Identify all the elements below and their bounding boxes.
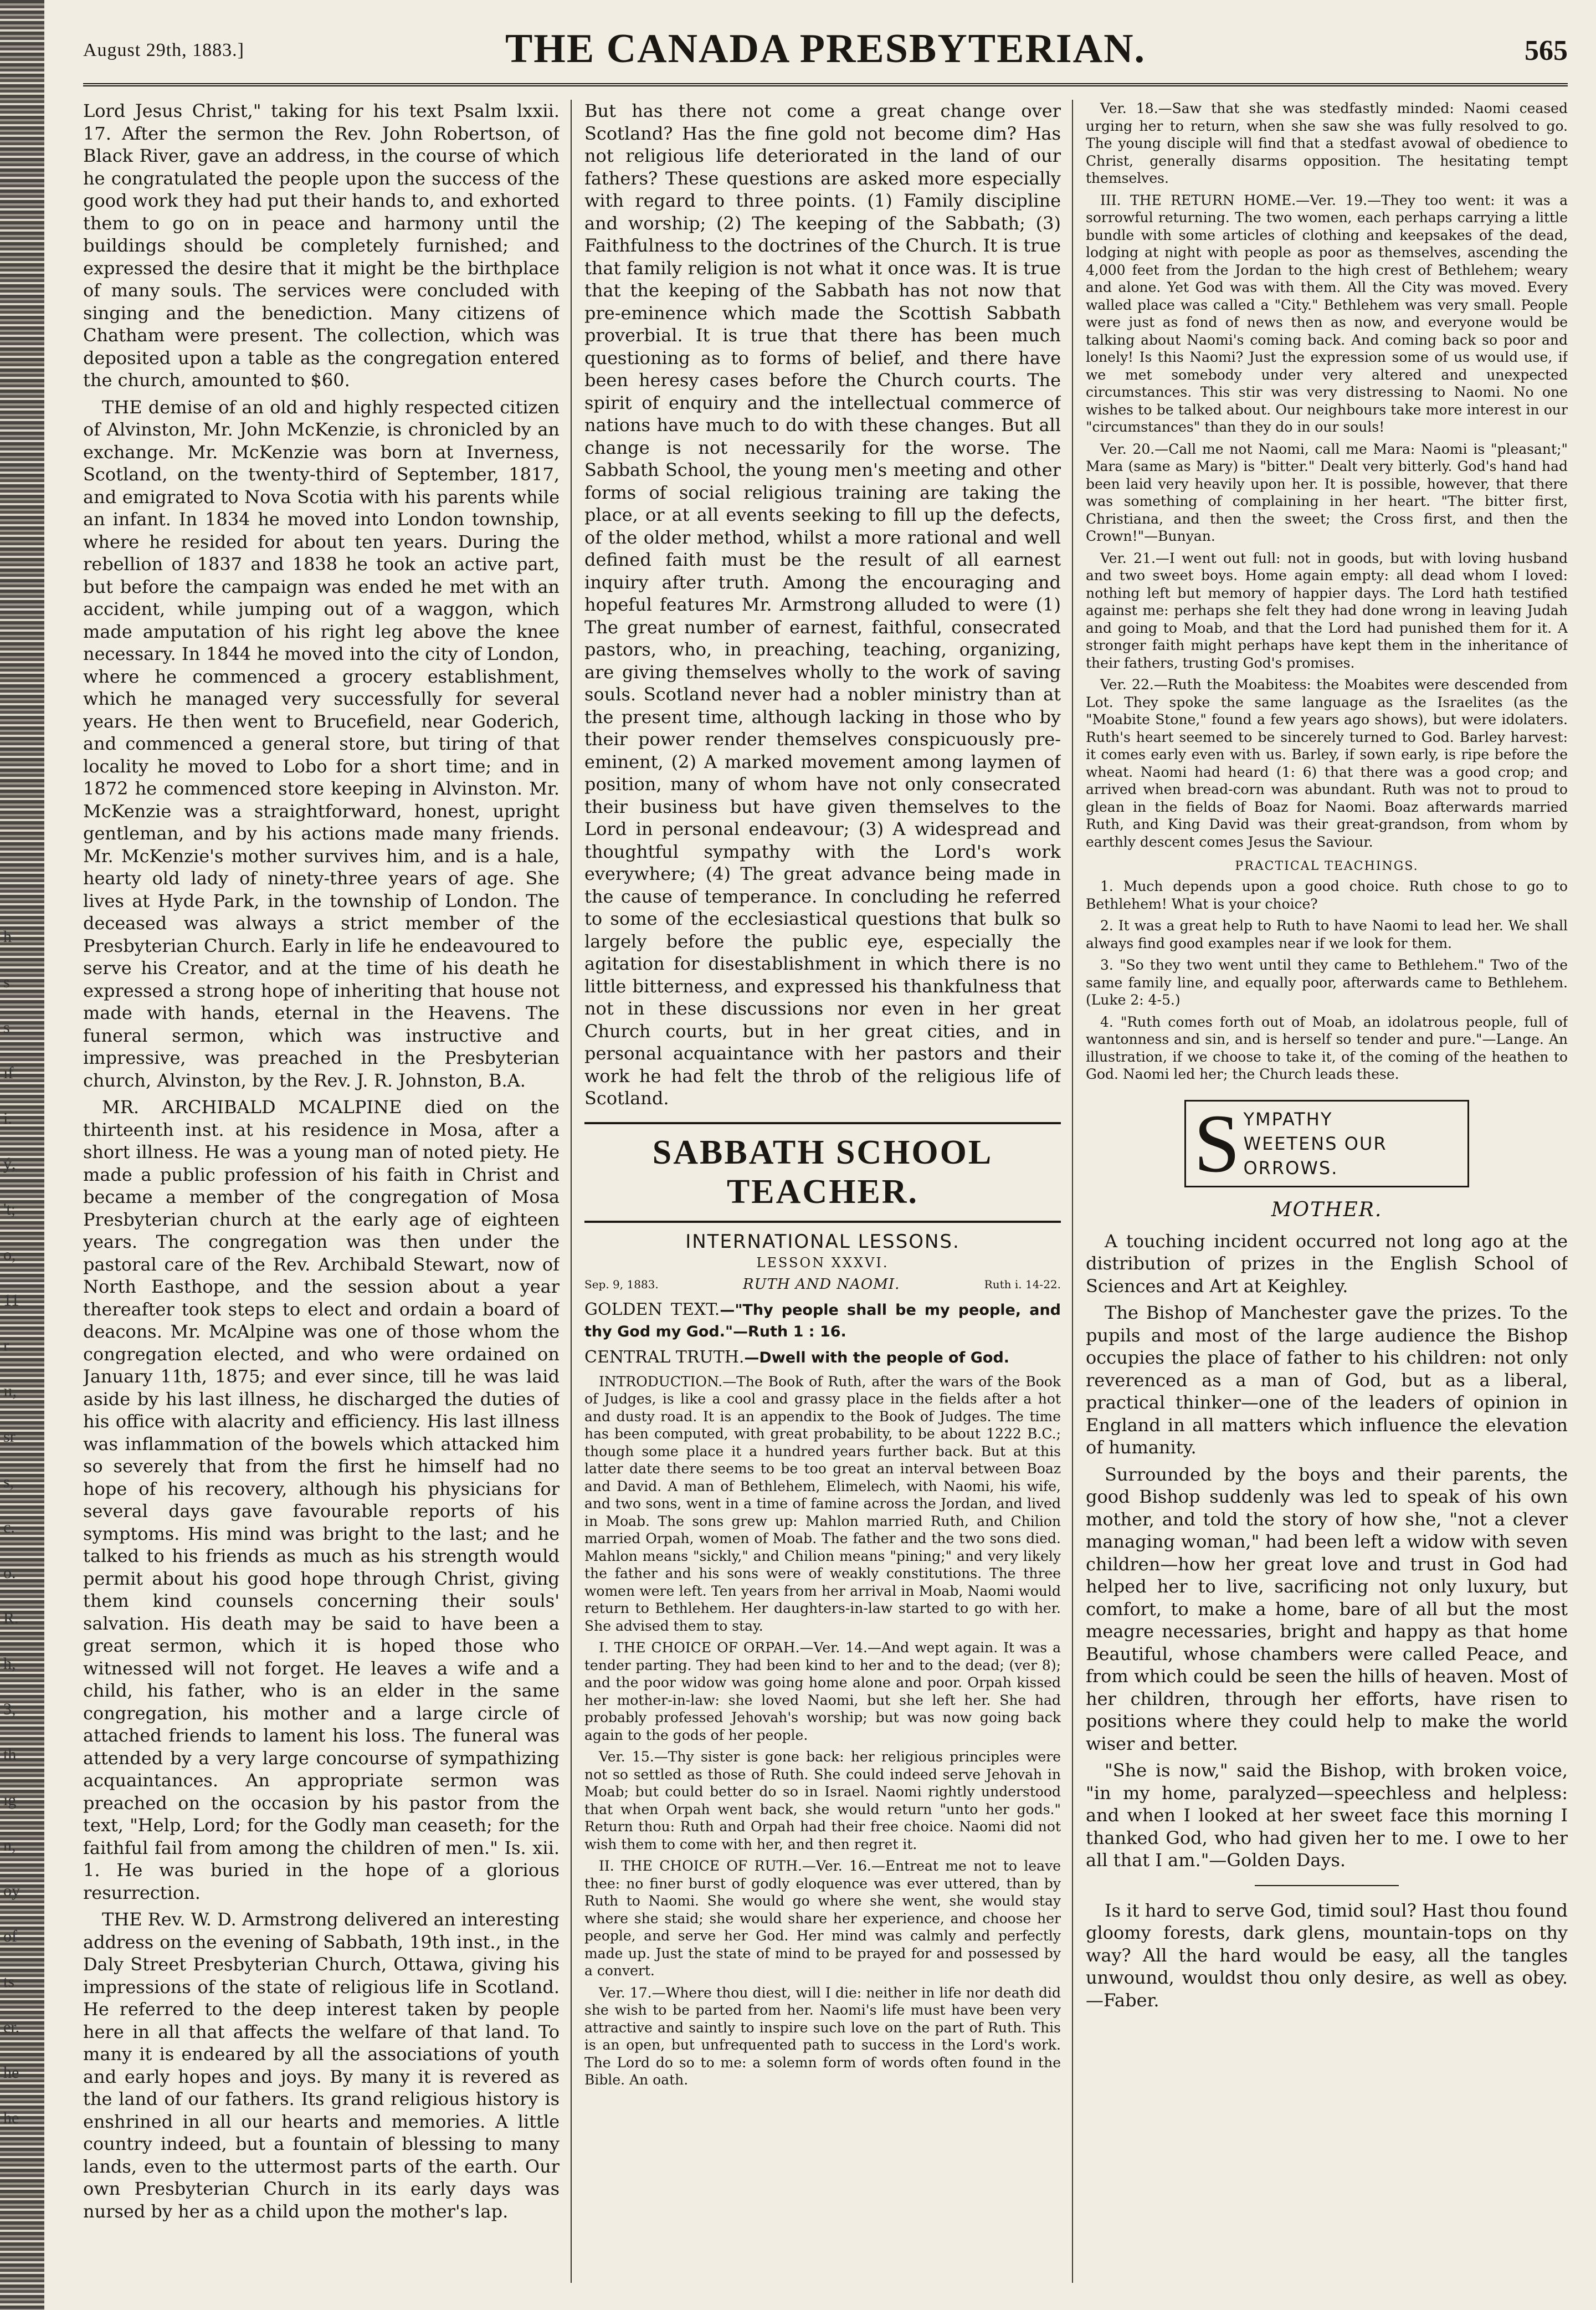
central-truth: [584, 1347, 1061, 1369]
central-truth-body: —Dwell with the people of God.: [744, 1349, 1010, 1366]
closing-paragraph: Is it hard to serve God, timid soul? Hast thou found gloomy forests, dark glens, mountain-tops on thy way? All the hard would be easy, all the tangles unwound, wouldst thou only desire, as well as obey.—Faber.: [1086, 1899, 1568, 2011]
margin-mark: oy: [3, 1882, 20, 1900]
sympathy-line: ORROWS.: [1243, 1157, 1338, 1179]
page-header: [83, 22, 1568, 86]
margin-mark: 11: [3, 1291, 19, 1309]
lesson-date: Sep. 9, 1883.: [584, 1277, 659, 1291]
margin-mark: n,: [3, 1836, 16, 1855]
article-paragraph: But has there not come a great change over Scotland? Has the fine gold not become dim? Has not religious life deteriorated in the land of our fathers? These questions are asked more especially with regard to three points. (1) Family discipline and worship; (2) The keeping of the Sabbath; (3) Faithfulness to the doctrines of the Church. It is true that family religion is not what it once was. It is true that the keeping of the Sabbath has not now that pre-eminence which made the Scottish Sabbath proverbial. It is true that there has been much questioning as to forms of belief, and there have been heresy cases before the Church courts. The spirit of enquiry and the intellectual commerce of nations have much to do with these changes. But all change is not necessarily for the worse. The Sabbath School, the young men's meeting and other forms of social religious training are taking the place, or at all events seeking to fill up the defects, of the older method, whilst a more rational and well defined faith must be the result of all earnest inquiry after truth. Among the encouraging and hopeful features Mr. Armstrong alluded to were (1) The great number of earnest, faithful, consecrated pastors, who, in preaching, teaching, organizing, are giving themselves wholly to the work of saving souls. Scotland never had a nobler ministry than at the present time, although lacking in those who by their power render themselves conspicuously pre-eminent, (2) A marked movement among laymen of position, many of whom have not only consecrated their business but have given themselves to the Lord in personal endeavour; (3) A widespread and thoughtful sympathy with the Lord's work everywhere; (4) The great advance being made in the cause of temperance. In concluding he referred to some of the ecclesiastical questions that bulk so largely before the public eye, especially the agitation for disestablishment in which there is no little bitterness, and expressed his thankfulness that not in these discussions nor even in her great Church courts, but in her great cities, and in personal acquaintance with her pastors and their work he had felt the throb of the religious life of Scotland.: [584, 100, 1061, 1109]
margin-mark: ıg: [3, 1791, 17, 1809]
column-rule: [1072, 100, 1073, 2283]
margin-mark: s: [3, 1018, 10, 1037]
sympathy-initial: S: [1194, 1097, 1240, 1190]
article-paragraph: "She is now," said the Bishop, with broken voice, "in my home, paralyzed—speechless and helpless: and when I looked at her sweet face this morning I thanked God, who had given her to me. I owe to her all that I am."—Golden Days.: [1086, 1760, 1568, 1871]
page-number: 565: [1525, 35, 1568, 66]
margin-mark: he: [3, 2063, 19, 2082]
margin-mark: er.: [3, 2018, 20, 2036]
margin-mark: R.: [3, 1609, 19, 1627]
margin-mark: o,: [3, 1246, 16, 1264]
margin-mark: 't;: [3, 1200, 16, 1218]
mother-heading: MOTHER.: [1271, 1198, 1383, 1221]
lessons-heading: INTERNATIONAL LESSONS.: [685, 1230, 960, 1253]
lesson-paragraph: Ver. 20.—Call me not Naomi, call me Mara: Naomi is "pleasant;" Mara (same as Mary) is "bitter." Dealt very bitterly. God's hand had been laid very heavily upon her. It is possible, however, that there was something of complaining in her heart. "The bitter first, Christiana, and then the sweet; the Cross first, and then the Crown!"—Bunyan.: [1086, 441, 1568, 544]
margin-mark: ıf: [3, 1064, 14, 1082]
central-truth-label: CENTRAL TRUTH.: [584, 1347, 745, 1367]
golden-text-body: —"Thy people shall be my people, and thy God my God."—Ruth 1 : 16.: [584, 1301, 1061, 1340]
practical-teachings-heading: PRACTICAL TEACHINGS.: [1235, 859, 1419, 873]
margin-mark: h: [3, 928, 12, 946]
teaching-item: 1. Much depends upon a good choice. Ruth chose to go to Bethlehem! What is your choice?: [1086, 878, 1568, 912]
article-paragraph: THE Rev. W. D. Armstrong delivered an interesting address on the evening of Sabbath, 19th inst., in the Daly Street Presbyterian Church, Ottawa, giving his impressions of the state of religious life in Scotland. He referred to the deep interest taken by people here in all that affects the welfare of that land. To many it is endeared by all the associations of youth and early hopes and joys. By many it is revered as the land of our fathers. Its grand religious history is enshrined in all our hearts and memories. A little country indeed, but a fountain of blessing to many lands, even to the uttermost parts of the earth. Our own Presbyterian Church in its early days was nursed by her as a child upon the mother's lap.: [83, 1909, 560, 2222]
margin-mark: r: [3, 1336, 9, 1355]
margin-mark: th: [3, 1745, 17, 1764]
article-paragraph: Lord Jesus Christ," taking for his text Psalm lxxii. 17. After the sermon the Rev. John Robertson, of Black River, gave an address, in the course of which he congratulated the people upon the success of the good work they had put their hands to, and exhorted them to go on in peace and harmony until the buildings should be completely furnished; and expressed the desire that it might be the birthplace of many souls. The services were concluded with singing and the benediction. Many citizens of Chatham were present. The collection, which was deposited upon a table as the congregation entered the church, amounted to $60.: [83, 100, 560, 391]
lesson-paragraph: Ver. 22.—Ruth the Moabitess: the Moabites were descended from Lot. They spoke the same language as the Israelites (as the "Moabite Stone," found a few years ago shows), but were idolaters. Ruth's heart seemed to be sincerely turned to God. Barley harvest: it comes early even with us. Barley, if sown early, is ripe before the wheat. Naomi had heard (1: 6) that there was a good crop; and arrived when bread-corn was abundant. Ruth was not to proud to glean in the fields of Boaz for Naomi. Boaz afterwards married Ruth, and King David was their great-grandson, from whom by earthly descent comes Jesus the Saviour.: [1086, 677, 1568, 850]
margin-mark: of: [3, 1927, 17, 1945]
margin-mark: c.: [3, 1518, 15, 1536]
column-2: [584, 100, 1061, 2288]
margin-mark: s,: [3, 1473, 14, 1491]
article-paragraph: The Bishop of Manchester gave the prizes. To the pupils and most of the large audience the Bishop occupies the place of father to his children: not only reverenced as a man of God, but as a liberal, practical thinker—one of the leaders of opinion in England in all matters which influence the elevation of humanity.: [1086, 1302, 1568, 1458]
section-divider: [1255, 1885, 1399, 1886]
lesson-paragraph: III. THE RETURN HOME.—Ver. 19.—They too went: it was a sorrowful returning. The two women, each perhaps carrying a little bundle with some articles of clothing and keepsakes of the dead, lodging at night with people as poor as themselves, ascending the 4,000 feet from the Jordan to the high crest of Bethlehem; weary and alone. Yet God was with them. All the City was moved. Every walled place was called a "City." Bethlehem was very small. People were just as fond of news then as now, and everyone would be talking about Naomi's coming back. And coming back so poor and lonely! Is this Naomi? Just the expression some of us would use, if we met somebody under very altered and unexpected circumstances. This stir was very distressing to Naomi. No one wishes to be talked about. Our neighbours take more interest in our "circumstances" than they do in our souls!: [1086, 192, 1568, 435]
article-paragraph: THE demise of an old and highly respected citizen of Alvinston, Mr. John McKenzie, is chronicled by an exchange. Mr. McKenzie was born at Inverness, Scotland, on the twenty-third of September, 1817, and emigrated to Nova Scotia with his parents while an infant. In 1834 he moved into London township, where he resided for about ten years. During the rebellion of 1837 and 1838 he took an active part, but before the campaign was ended he met with an accident, while jumping out of a waggon, which made amputation of his right leg above the knee necessary. In 1844 he moved into the city of London, where he commenced a grocery establishment, which he managed very successfully for several years. He then went to Brucefield, near Goderich, and commenced a general store, but tiring of that locality he moved to Lobo for a short time; and in 1872 he commenced store keeping in Alvinston. Mr. McKenzie was a straightforward, honest, upright gentleman, and by his actions made many friends. Mr. McKenzie's mother survives him, and is a hale, hearty old lady of ninety-three years of age. She lives at Hyde Park, in the township of London. The deceased was always a strict member of the Presbyterian Church. Early in life he endeavoured to serve his Creator, and at the time of his death he expressed a strong hope of inheriting that house not made with hands, eternal in the Heavens. The funeral sermon, which was instructive and impressive, was preached in the Presbyterian church, Alvinston, by the Rev. J. R. Johnston, B.A.: [83, 396, 560, 1091]
lesson-paragraph: Ver. 15.—Thy sister is gone back: her religious principles were not so settled as those of Ruth. She could indeed serve Jehovah in Moab; but could better do so in Israel. Naomi rightly understood that when Orpah went back, she would return "unto her gods." Return thou: Ruth and Orpah had their free choice. Naomi did not wish them to come with her, and then regret it.: [584, 1749, 1061, 1852]
article-paragraph: Surrounded by the boys and their parents, the good Bishop suddenly was led to speak of his own mother, and told the story of how she, "not a clever managing woman," had been left a widow with seven children—how her great love and trust in God had helped her to live, sacrificing not only luxury, but comfort, to make a home, bare of all but the most meagre necessaries, bright and happy as that home Beautiful, whose chambers were called Peace, and from which could be seen the hills of heaven. Most of her children, through her efforts, have risen to positions where they could help to make the world wiser and better.: [1086, 1463, 1568, 1754]
lesson-paragraph: I. THE CHOICE OF ORPAH.—Ver. 14.—And wept again. It was a tender parting. They had been kind to her and to the dead; (ver 8); and the poor widow was going home alone and poor. Orpah kissed her mother-in-law: she loved Naomi, but she left her. She had probably professed Jehovah's worship; but was now going back again to the gods of her people.: [584, 1640, 1061, 1743]
teaching-item: 3. "So they two went until they came to Bethlehem." Two of the same family line, and equally poor, afterwards came to Bethlehem. (Luke 2: 4-5.): [1086, 957, 1568, 1008]
teaching-item: 2. It was a great help to Ruth to have Naomi to lead her. We shall always find good examples near if we look for them.: [1086, 918, 1568, 951]
lesson-title: RUTH AND NAOMI.: [743, 1276, 900, 1293]
margin-mark: ý,: [3, 1155, 16, 1173]
newspaper-page: [83, 22, 1568, 2294]
article-paragraph: MR. ARCHIBALD MCALPINE died on the thirteenth inst. at his residence in Mosa, after a short illness. He was a young man of noted piety. He made a public profession of his faith in Christ and became a member of the congregation of Mosa Presbyterian church at the early age of eighteen years. The congregation was then under the pastoral care of the Rev. Archibald Stewart, now of North Easthope, and the session about a year thereafter took steps to elect and ordain a board of deacons. Mr. McAlpine was one of those whom the congregation elected, and who were ordained on January 11th, 1875; and ever since, till he was laid aside by his last illness, he discharged the duties of his office with alacrity and efficiency. His last illness was inflammation of the bowels which attacked him so severely that from the first he himself had no hope of his recovery, although his physicians for several days gave favourable reports of his symptoms. His mind was bright to the last; and he talked to his friends as much as his strength would permit about his good hope through Christ, giving them kind counsels concerning their souls' salvation. His death may be said to have been a great sermon, which it is hoped those who witnessed will not forget. He leaves a wife and a child, his father, who is an elder in the same congregation, his mother and a large circle of attached friends to lament his loss. The funeral was attended by a very large concourse of sympathizing acquaintances. An appropriate sermon was preached on the occasion by his pastor from the text, "Help, Lord; for the Godly man ceaseth; for the faithful fail from among the children of men." Is. xii. 1. He was buried in the hope of a glorious resurrection.: [83, 1097, 560, 1903]
margin-mark: o.: [3, 1564, 16, 1582]
newspaper-title: THE CANADA PRESBYTERIAN.: [505, 26, 1146, 71]
lesson-paragraph: II. THE CHOICE OF RUTH.—Ver. 16.—Entreat me not to leave thee: no finer burst of godly eloquence was ever uttered, than by Ruth to Naomi. She would go where she went, she would stay where she staid; she would share her experience, and choose her people, and serve her God. Her mind was calmly and perfectly made up. Just the state of mind to be prayed for and possessed by a convert.: [584, 1858, 1061, 1979]
margin-mark: ıı,: [3, 1382, 17, 1400]
lesson-title-row: [584, 1276, 1061, 1293]
column-1: [83, 100, 560, 2288]
issue-date: August 29th, 1883.]: [83, 40, 244, 60]
margin-marks: [3, 914, 42, 2141]
sympathy-line: YMPATHY: [1243, 1108, 1333, 1130]
article-paragraph: A touching incident occurred not long ago at the distribution of prizes in the English School of Sciences and Art at Keighley.: [1086, 1230, 1568, 1297]
lesson-paragraph: Ver. 17.—Where thou diest, will I die: neither in life nor death did she wish to be parted from her. Naomi's life must have been very attractive and saintly to inspire such love on the part of Ruth. This is an open, but unfrequented path to success in the Lord's work. The Lord do so to me: a solemn form of words often found in the Bible. An oath.: [584, 1984, 1061, 2088]
column-3: [1086, 100, 1568, 2288]
teaching-item: 4. "Ruth comes forth out of Moab, an idolatrous people, full of wantonness and sin, and is herself so tender and pure."—Lange. An illustration, if we choose to take it, of the coming of the heathen to God. Naomi led her; the Church leads these.: [1086, 1013, 1568, 1082]
margin-mark: 3,: [3, 1700, 16, 1718]
column-rule: [571, 100, 572, 2283]
margin-mark: ts: [3, 1973, 15, 1991]
sabbath-school-banner: SABBATH SCHOOL TEACHER.: [584, 1122, 1061, 1223]
margin-mark: h,: [3, 1655, 16, 1673]
margin-mark: s: [3, 973, 10, 991]
sympathy-words: [1243, 1107, 1387, 1180]
golden-text-label: GOLDEN TEXT.: [584, 1299, 720, 1319]
margin-mark: sr: [3, 1427, 16, 1446]
lesson-paragraph: Ver. 21.—I went out full: not in goods, but with loving husband and two sweet boys. Home again empty: all dead whom I loved: nothing left but memory of happier days. The Lord hath testified against me: perhaps she felt they had done wrong in leaving Judah and going to Moab, and that the Lord had punished them for it. A stronger faith might perhaps have kept them in the inheritance of their fathers, trusting God's promises.: [1086, 550, 1568, 671]
lesson-number: LESSON XXXVI.: [756, 1254, 889, 1271]
margin-mark: he: [3, 2109, 19, 2127]
sympathy-line: WEETENS OUR: [1243, 1133, 1387, 1154]
golden-text: [584, 1299, 1061, 1343]
lesson-paragraph: Ver. 18.—Saw that she was stedfastly minded: Naomi ceased urging her to return, when she saw she was fully resolved to go. The young disciple will find that a stedfast avowal of obedience to Christ, generally disarms opposition. The hesitating tempt themselves.: [1086, 100, 1568, 186]
margin-mark: i.: [3, 1109, 12, 1128]
sympathy-heading-box: [1184, 1097, 1469, 1190]
lesson-reference: Ruth i. 14-22.: [984, 1277, 1061, 1291]
lesson-paragraph: INTRODUCTION.—The Book of Ruth, after the wars of the Book of Judges, is like a cool and grassy place in the fields after a hot and dusty road. It is an appendix to the Book of Judges. The time has been computed, with great probability, to be about 1222 B.C.; though some place it a hundred years further back. But at this latter date there seems to be too great an interval between Boaz and David. A man of Bethlehem, Elimelech, with Naomi, his wife, and two sons, went in a time of famine across the Jordan, and lived in Moab. The sons grew up: Mahlon married Ruth, and Chilion married Orpah, women of Moab. The father and the two sons died. Mahlon means "sickly," and Chilion means "pining;" and very likely the father and his sons were of weakly constitutions. The three women were left. Ten years from her arrival in Moab, Naomi would return to Bethlehem. Her daughters-in-law started to go with her. She advised them to stay.: [584, 1373, 1061, 1634]
